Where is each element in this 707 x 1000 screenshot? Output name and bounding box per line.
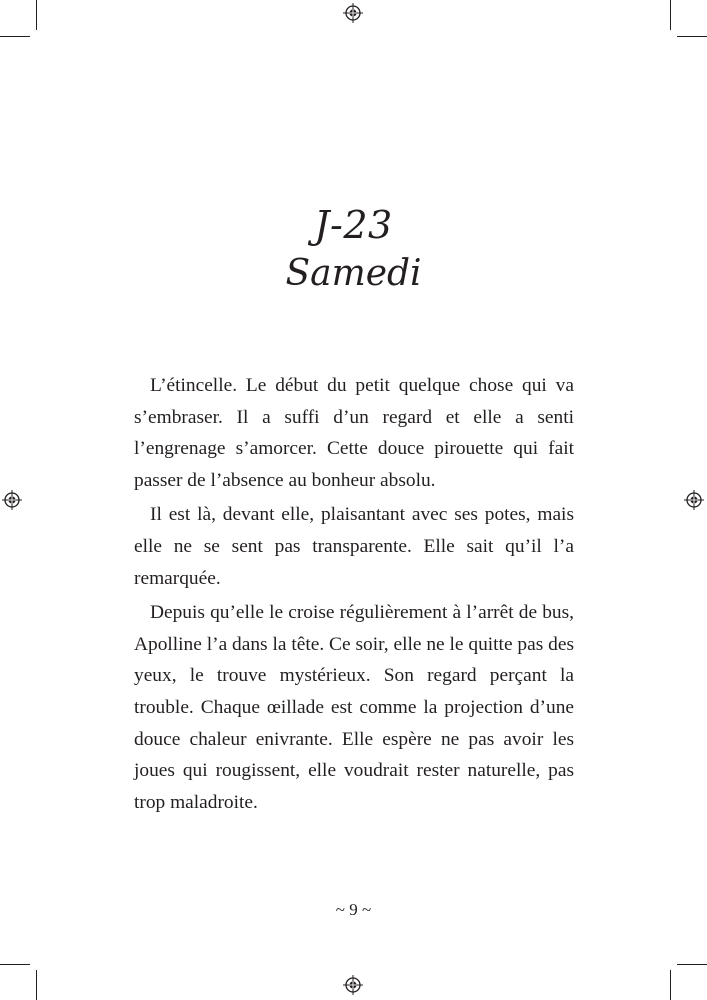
registration-mark-bottom-icon	[343, 975, 363, 995]
chapter-number: J-23	[314, 203, 393, 247]
crop-mark-top-left-horizontal	[0, 36, 30, 37]
crop-mark-top-right-horizontal	[677, 36, 707, 37]
registration-mark-right-icon	[684, 490, 704, 510]
registration-mark-top-icon	[343, 3, 363, 23]
crop-mark-top-right-vertical	[670, 0, 671, 30]
crop-mark-bottom-right-vertical	[670, 970, 671, 1000]
crop-mark-top-left-vertical	[36, 0, 37, 30]
body-text	[134, 370, 574, 821]
paragraph: L’étincelle. Le début du petit quelque chose qui va s’embraser. Il a suffi d’un regard et elle a senti l’engrenage s’amorcer. Cette douce pirouette qui fait passer de l’absence au bonheur absolu.	[134, 375, 574, 491]
paragraph: Depuis qu’elle le croise régulièrement à l’arrêt de bus, Apolline l’a dans la tête. Ce soir, elle ne le quitte pas des yeux, le trouve mystérieux. Son regard perçant la trouble. Chaque œillade est comme la projection d’une douce chaleur enivrante. Elle espère ne pas avoir les joues qui rougissent, elle voudrait rester naturelle, pas trop maladroite.	[134, 602, 574, 813]
crop-mark-bottom-right-horizontal	[677, 964, 707, 965]
chapter-day: Samedi	[285, 253, 422, 294]
crop-mark-bottom-left-horizontal	[0, 964, 30, 965]
registration-mark-left-icon	[2, 490, 22, 510]
page-number: ~ 9 ~	[335, 900, 372, 919]
crop-mark-bottom-left-vertical	[36, 970, 37, 1000]
paragraph: Il est là, devant elle, plaisantant avec ses potes, mais elle ne se sent pas transparente. Elle sait qu’il l’a remarquée.	[134, 504, 574, 589]
